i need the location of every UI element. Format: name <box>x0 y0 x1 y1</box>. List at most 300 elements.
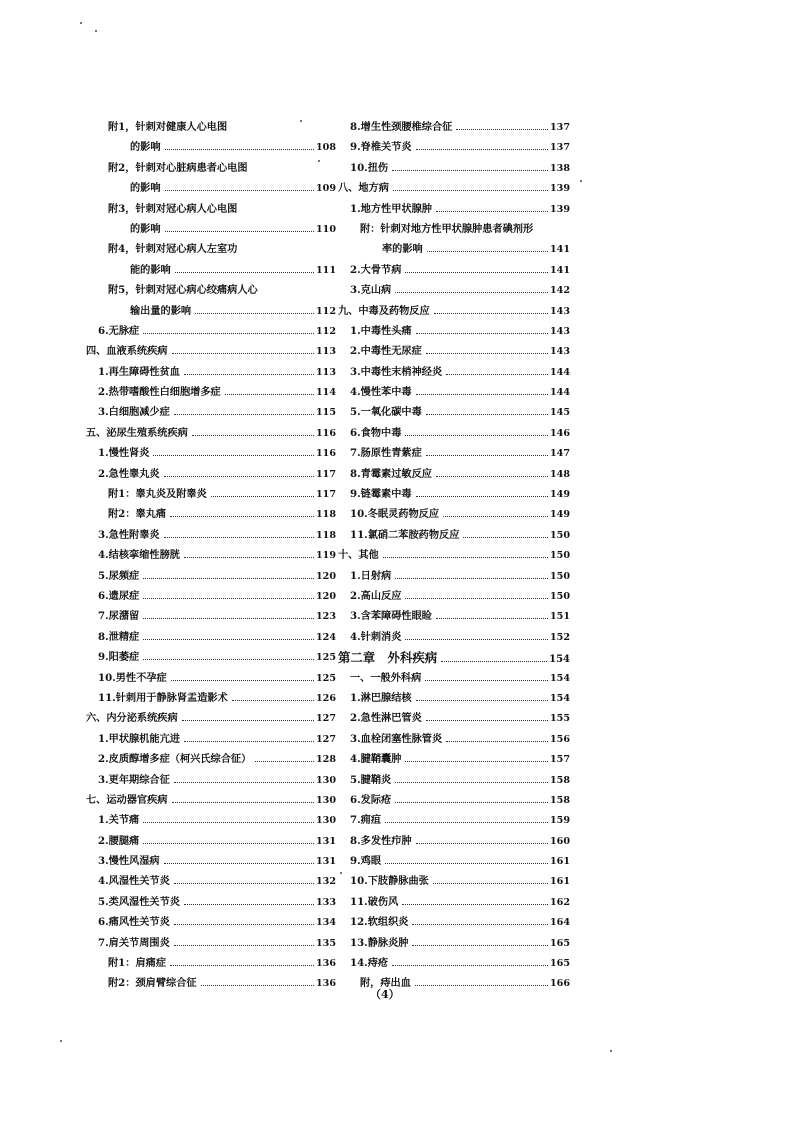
toc-entry-label: 第二章 外科疾病 <box>338 650 438 666</box>
toc-entry-label: 3.白细胞减少症 <box>98 406 170 419</box>
dot-leader <box>405 598 548 599</box>
toc-entry <box>338 587 570 607</box>
toc-entry-page: 150 <box>549 570 570 582</box>
toc-entry <box>86 913 336 933</box>
toc-entry-label: 2.热带嗜酸性白细胞增多症 <box>98 386 221 399</box>
toc-entry-label: 6.痛风性关节炎 <box>98 916 170 929</box>
toc-entry-page: 133 <box>315 896 336 908</box>
toc-entry-page: 149 <box>549 509 570 521</box>
dot-leader <box>171 680 314 681</box>
toc-entry-page: 128 <box>315 754 336 766</box>
toc-entry-page: 157 <box>549 754 570 766</box>
toc-entry-page: 147 <box>549 448 570 460</box>
toc-entry-label: 2.皮质醇增多症（柯兴氏综合征） <box>98 753 252 766</box>
toc-entry-label: 4.结核挛缩性膀胱 <box>98 549 180 562</box>
toc-entry <box>338 281 570 301</box>
toc-entry-label: 9.鸡眼 <box>350 855 382 868</box>
toc-entry-label: 5.腱鞘炎 <box>350 773 392 786</box>
dot-leader <box>463 537 548 538</box>
toc-entry <box>86 832 336 852</box>
toc-entry <box>86 220 336 240</box>
toc-entry-page: 112 <box>315 305 336 317</box>
toc-entry <box>338 444 570 464</box>
toc-entry-label: 8.青霉素过敏反应 <box>350 467 432 480</box>
toc-entry <box>338 526 570 546</box>
dot-leader <box>201 985 314 986</box>
dot-leader <box>436 211 548 212</box>
toc-entry-label: 3.慢性风湿病 <box>98 855 160 868</box>
toc-entry-label: 1.甲状腺机能亢进 <box>98 732 180 745</box>
toc-entry-label: 附2，针刺对心脏病患者心电图 <box>108 161 248 174</box>
toc-entry-page: 150 <box>549 529 570 541</box>
dot-leader <box>385 863 548 864</box>
toc-entry-label: 1.关节痛 <box>98 814 140 827</box>
dot-leader <box>164 863 314 864</box>
toc-entry <box>338 832 570 852</box>
dot-leader <box>446 374 548 375</box>
toc-entry <box>338 424 570 444</box>
toc-entry-label: 5.一氧化碳中毒 <box>350 406 422 419</box>
toc-entry-label: 附1：肩痛症 <box>108 957 167 970</box>
toc-entry-label: 2.急性睾丸炎 <box>98 467 160 480</box>
dot-leader <box>225 394 314 395</box>
toc-entry <box>86 118 336 138</box>
toc-entry-label: 9.阳萎症 <box>98 651 140 664</box>
toc-entry-page: 152 <box>549 631 570 643</box>
toc-entry-page: 139 <box>549 183 570 195</box>
toc-entry <box>86 261 336 281</box>
toc-entry-label: 六、内分泌系统疾病 <box>86 712 178 725</box>
dot-leader <box>165 190 314 191</box>
scan-speck <box>80 22 82 24</box>
dot-leader <box>405 639 548 640</box>
toc-entry <box>86 791 336 811</box>
toc-entry-page: 155 <box>549 713 570 725</box>
dot-leader <box>395 292 548 293</box>
dot-leader <box>412 924 547 925</box>
dot-leader <box>184 741 314 742</box>
dot-leader <box>143 639 314 640</box>
toc-entry-label: 附1，针刺对健康人心电图 <box>108 121 228 133</box>
scan-speck <box>610 1050 612 1052</box>
toc-entry-page: 108 <box>315 142 336 154</box>
toc-entry-label: 四、血液系统疾病 <box>86 345 168 358</box>
dot-leader <box>174 945 314 946</box>
dot-leader <box>164 476 314 477</box>
toc-entry-label: 附：针刺对地方性甲状腺肿患者碘剂形 <box>360 222 534 235</box>
toc-entry-label: 3.更年期综合征 <box>98 773 170 786</box>
dot-leader <box>164 537 314 538</box>
dot-leader <box>392 965 548 966</box>
toc-entry-label: 10.男性不孕症 <box>98 671 167 684</box>
toc-entry <box>86 689 336 709</box>
toc-entry-label: 3.急性附睾炎 <box>98 528 160 541</box>
toc-entry <box>338 240 570 260</box>
dot-leader <box>395 782 548 783</box>
dot-leader <box>402 904 548 905</box>
toc-entry-label: 2.急性淋巴管炎 <box>350 712 422 725</box>
toc-entry-label: 10.下肢静脉曲张 <box>350 875 429 888</box>
toc-entry-label: 11.氯硝二苯胺药物反应 <box>350 528 460 541</box>
dot-leader <box>153 455 314 456</box>
toc-entry-label: 7.尿潴留 <box>98 610 140 623</box>
toc-entry-page: 141 <box>549 264 570 276</box>
toc-entry-label: 的影响 <box>130 141 161 154</box>
toc-entry-page: 131 <box>315 835 336 847</box>
toc-entry-label: 1.再生障碍性贫血 <box>98 365 180 378</box>
toc-entry-label: 5.尿频症 <box>98 569 140 582</box>
scan-speck <box>95 30 97 32</box>
dot-leader <box>426 455 548 456</box>
toc-entry <box>338 505 570 525</box>
toc-entry-page: 144 <box>549 366 570 378</box>
dot-leader <box>174 414 314 415</box>
toc-entry <box>86 322 336 342</box>
toc-entry-label: 附1：睾丸炎及附睾炎 <box>108 488 207 501</box>
toc-entry-page: 127 <box>315 713 336 725</box>
dot-leader <box>385 822 548 823</box>
scan-speck <box>60 1040 62 1042</box>
dot-leader <box>174 924 314 925</box>
toc-entry-page: 151 <box>549 611 570 623</box>
toc-entry-page: 109 <box>315 183 336 195</box>
toc-entry <box>86 709 336 729</box>
toc-entry-label: 五、泌尿生殖系统疾病 <box>86 426 188 439</box>
toc-entry <box>86 363 336 383</box>
toc-entry-page: 125 <box>315 672 336 684</box>
toc-entry-page: 154 <box>549 692 570 704</box>
toc-entry-page: 148 <box>549 468 570 480</box>
scan-speck <box>318 160 320 162</box>
toc-entry <box>86 424 336 444</box>
toc-entry-page: 135 <box>315 937 336 949</box>
dot-leader <box>184 904 314 905</box>
toc-entry <box>338 852 570 872</box>
toc-entry <box>86 444 336 464</box>
dot-leader <box>165 231 314 232</box>
toc-entry <box>86 179 336 199</box>
dot-leader <box>174 782 314 783</box>
toc-entry-page: 134 <box>315 917 336 929</box>
dot-leader <box>441 661 547 662</box>
toc-entry <box>86 138 336 158</box>
toc-entry <box>338 138 570 158</box>
dot-leader <box>425 680 548 681</box>
toc-entry-label: 11.破伤风 <box>350 895 399 908</box>
toc-entry <box>338 913 570 933</box>
toc-entry-label: 12.软组织炎 <box>350 916 409 929</box>
toc-entry-label: 8.多发性疖肿 <box>350 834 412 847</box>
toc-entry-page: 130 <box>315 815 336 827</box>
toc-entry <box>338 159 570 179</box>
toc-entry-page: 161 <box>549 856 570 868</box>
toc-entry-label: 附2：颈肩臂综合征 <box>108 977 197 990</box>
toc-entry-page: 117 <box>315 489 336 501</box>
toc-entry-label: 1.中毒性头痛 <box>350 324 412 337</box>
dot-leader <box>436 618 548 619</box>
toc-entry-page: 132 <box>315 876 336 888</box>
dot-leader <box>170 516 314 517</box>
toc-entry-label: 11.针刺用于静脉肾盂造影术 <box>98 691 228 704</box>
dot-leader <box>182 720 314 721</box>
toc-entry <box>338 363 570 383</box>
scan-speck <box>580 180 582 182</box>
toc-entry-label: 七、运动器官疾病 <box>86 793 168 806</box>
toc-entry-label: 3.克山病 <box>350 284 392 297</box>
toc-entry-page: 154 <box>549 654 570 666</box>
toc-entry-page: 110 <box>315 223 336 235</box>
toc-entry <box>338 811 570 831</box>
dot-leader <box>232 700 314 701</box>
dot-leader <box>392 170 548 171</box>
toc-entry-label: 4.风湿性关节炎 <box>98 875 170 888</box>
toc-entry-label: 2.腰腿痛 <box>98 834 140 847</box>
toc-entry <box>86 302 336 322</box>
toc-entry-page: 118 <box>315 529 336 541</box>
toc-entry-label: 九、中毒及药物反应 <box>338 304 430 317</box>
toc-entry-page: 143 <box>549 346 570 358</box>
toc-entry-label: 9.链霉素中毒 <box>350 488 412 501</box>
dot-leader <box>211 496 314 497</box>
toc-entry-page: 117 <box>315 468 336 480</box>
toc-entry-label: 4.针刺消炎 <box>350 630 402 643</box>
toc-right-column <box>338 118 570 995</box>
dot-leader <box>393 190 548 191</box>
toc-entry-page: 143 <box>549 305 570 317</box>
toc-entry-page: 139 <box>549 203 570 215</box>
toc-entry <box>86 505 336 525</box>
toc-entry-page: 115 <box>315 407 336 419</box>
toc-entry <box>86 485 336 505</box>
toc-entry <box>338 567 570 587</box>
dot-leader <box>170 965 314 966</box>
dot-leader <box>143 659 314 660</box>
toc-entry-label: 附2：睾丸痛 <box>108 508 167 521</box>
toc-entry-label: 9.脊椎关节炎 <box>350 141 412 154</box>
toc-entry <box>338 791 570 811</box>
toc-chapter-entry <box>338 648 570 668</box>
toc-entry-page: 141 <box>549 244 570 256</box>
dot-leader <box>443 516 548 517</box>
dot-leader <box>143 598 314 599</box>
dot-leader <box>192 435 314 436</box>
dot-leader <box>172 353 314 354</box>
toc-entry-label: 附，痔出血 <box>360 977 411 990</box>
toc-entry-page: 113 <box>315 346 336 358</box>
dot-leader <box>433 883 548 884</box>
toc-entry <box>86 934 336 954</box>
toc-entry-page: 164 <box>549 917 570 929</box>
dot-leader <box>143 333 314 334</box>
dot-leader <box>416 333 548 334</box>
toc-entry-page: 142 <box>549 285 570 297</box>
toc-entry-page: 124 <box>315 631 336 643</box>
toc-entry-page: 161 <box>549 876 570 888</box>
scan-speck <box>300 120 302 122</box>
toc-entry <box>338 607 570 627</box>
page-number: （4） <box>370 988 400 1001</box>
toc-entry-page: 165 <box>549 958 570 970</box>
toc-entry <box>338 730 570 750</box>
dot-leader <box>184 374 314 375</box>
toc-entry-page: 143 <box>549 325 570 337</box>
toc-entry-label: 7.痈疽 <box>350 814 382 827</box>
dot-leader <box>426 720 548 721</box>
toc-entry-label: 1.地方性甲状腺肿 <box>350 202 432 215</box>
toc-entry <box>86 240 336 260</box>
dot-leader <box>416 843 548 844</box>
dot-leader <box>405 272 548 273</box>
toc-entry <box>338 465 570 485</box>
dot-leader <box>175 272 314 273</box>
dot-leader <box>395 802 548 803</box>
toc-entry-label: 附5，针刺对冠心病心绞痛病人心 <box>108 284 258 297</box>
toc-entry <box>338 485 570 505</box>
toc-entry-page: 156 <box>549 733 570 745</box>
toc-entry-label: 能的影响 <box>130 263 171 276</box>
toc-entry <box>338 546 570 566</box>
toc-entry <box>86 567 336 587</box>
toc-entry-page: 158 <box>549 794 570 806</box>
toc-entry-page: 125 <box>315 652 336 664</box>
toc-entry-page: 154 <box>549 672 570 684</box>
dot-leader <box>416 149 548 150</box>
toc-entry <box>86 159 336 179</box>
toc-entry-label: 13.静脉炎肿 <box>350 936 409 949</box>
toc-entry <box>338 261 570 281</box>
toc-entry-label: 输出量的影响 <box>130 304 192 317</box>
toc-entry <box>86 383 336 403</box>
toc-entry-page: 138 <box>549 162 570 174</box>
toc-entry-label: 10.扭伤 <box>350 161 389 174</box>
dot-leader <box>456 129 548 130</box>
toc-entry <box>338 322 570 342</box>
dot-leader <box>426 353 548 354</box>
toc-entry-label: 6.遗尿症 <box>98 589 140 602</box>
toc-entry-label: 的影响 <box>130 182 161 195</box>
dot-leader <box>405 435 548 436</box>
toc-entry-label: 3.中毒性末梢神经炎 <box>350 365 443 378</box>
toc-entry-page: 166 <box>549 978 570 990</box>
toc-entry-page: 137 <box>549 122 570 133</box>
dot-leader <box>416 496 548 497</box>
toc-entry-page: 114 <box>315 387 336 399</box>
toc-entry-label: 8.增生性颈腰椎综合征 <box>350 121 453 133</box>
toc-entry-label: 的影响 <box>130 222 161 235</box>
toc-entry-page: 137 <box>549 142 570 154</box>
toc-entry-label: 八、地方病 <box>338 182 389 195</box>
dot-leader <box>405 761 548 762</box>
toc-entry <box>338 179 570 199</box>
toc-entry <box>86 281 336 301</box>
dot-leader <box>143 822 314 823</box>
toc-entry-page: 130 <box>315 794 336 806</box>
toc-entry-label: 6.无脉症 <box>98 324 140 337</box>
dot-leader <box>395 578 548 579</box>
toc-entry <box>338 342 570 362</box>
toc-entry-label: 4.腱鞘囊肿 <box>350 753 402 766</box>
toc-entry <box>86 403 336 423</box>
toc-entry-page: 127 <box>315 733 336 745</box>
toc-entry-label: 14.痔疮 <box>350 957 389 970</box>
toc-entry-page: 136 <box>315 978 336 990</box>
dot-leader <box>436 476 548 477</box>
toc-entry <box>86 750 336 770</box>
toc-entry <box>338 383 570 403</box>
toc-entry-page: 116 <box>315 448 336 460</box>
toc-entry-page: 119 <box>315 550 336 562</box>
toc-entry-page: 120 <box>315 570 336 582</box>
toc-entry <box>338 934 570 954</box>
dot-leader <box>143 843 314 844</box>
toc-entry-page: 118 <box>315 509 336 521</box>
toc-entry-label: 1.淋巴腺结核 <box>350 691 412 704</box>
toc-entry <box>338 200 570 220</box>
toc-entry-label: 1.日射病 <box>350 569 392 582</box>
toc-entry <box>338 872 570 892</box>
toc-entry-page: 146 <box>549 427 570 439</box>
toc-entry <box>86 546 336 566</box>
toc-entry-page: 113 <box>315 366 336 378</box>
toc-entry-page: 160 <box>549 835 570 847</box>
toc-entry-page: 130 <box>315 774 336 786</box>
toc-entry <box>86 342 336 362</box>
toc-entry <box>86 648 336 668</box>
dot-leader <box>416 700 548 701</box>
dot-leader <box>143 618 314 619</box>
toc-entry-page: 131 <box>315 856 336 868</box>
toc-entry-label: 附4，针刺对冠心病人左室功 <box>108 243 238 256</box>
dot-leader <box>416 394 548 395</box>
toc-entry <box>86 811 336 831</box>
dot-leader <box>426 414 548 415</box>
toc-entry-page: 144 <box>549 387 570 399</box>
dot-leader <box>434 313 548 314</box>
toc-entry <box>338 689 570 709</box>
toc-entry <box>338 118 570 138</box>
toc-entry-label: 2.高山反应 <box>350 589 402 602</box>
toc-entry-page: 162 <box>549 896 570 908</box>
toc-entry <box>338 403 570 423</box>
toc-entry-label: 8.泄精症 <box>98 630 140 643</box>
toc-entry-label: 3.血栓闭塞性脉管炎 <box>350 732 443 745</box>
toc-entry-label: 率的影响 <box>382 243 423 256</box>
scan-speck <box>340 872 342 874</box>
toc-entry-label: 1.慢性肾炎 <box>98 447 150 460</box>
toc-entry <box>338 771 570 791</box>
toc-entry-page: 116 <box>315 427 336 439</box>
dot-leader <box>143 578 314 579</box>
toc-entry <box>338 954 570 974</box>
toc-entry-label: 6.发际疮 <box>350 793 392 806</box>
dot-leader <box>184 557 314 558</box>
toc-entry-page: 123 <box>315 611 336 623</box>
toc-entry-page: 158 <box>549 774 570 786</box>
toc-entry <box>338 628 570 648</box>
toc-entry <box>86 526 336 546</box>
toc-entry-page: 149 <box>549 489 570 501</box>
dot-leader <box>195 313 314 314</box>
toc-entry-label: 一、一般外科病 <box>350 671 422 684</box>
toc-entry-label: 10.冬眠灵药物反应 <box>350 508 440 521</box>
dot-leader <box>415 985 548 986</box>
toc-entry <box>86 954 336 974</box>
toc-entry-label: 2.大骨节病 <box>350 263 402 276</box>
toc-entry <box>86 200 336 220</box>
dot-leader <box>383 557 548 558</box>
toc-entry <box>338 669 570 689</box>
toc-entry-label: 7.肩关节周围炎 <box>98 936 170 949</box>
